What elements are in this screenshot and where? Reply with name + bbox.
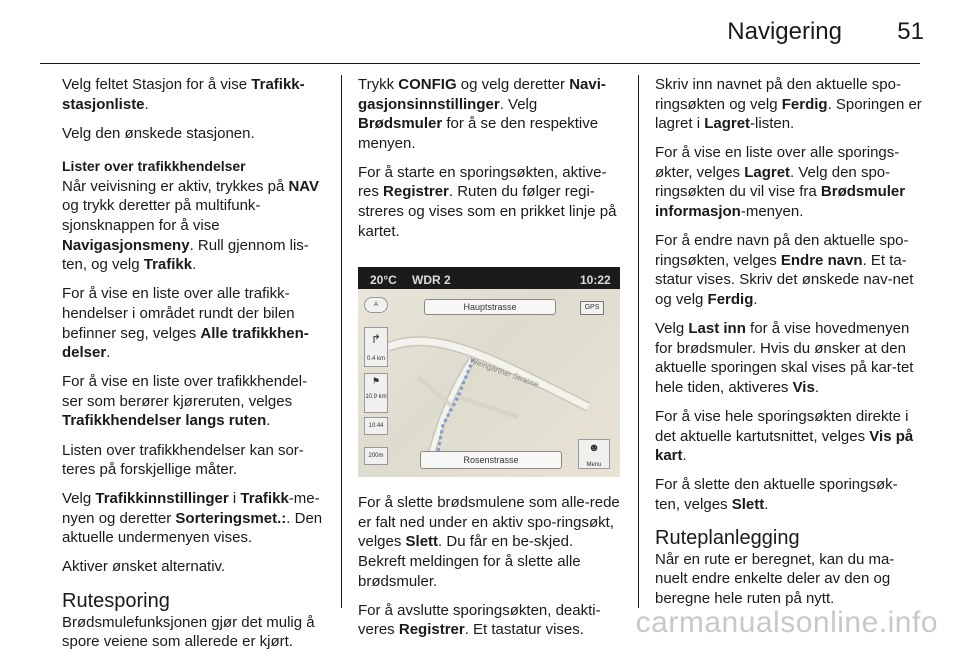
street-name-bottom: Rosenstrasse [420,451,562,469]
column-divider [638,75,639,608]
flag-icon: ⚑ [371,376,381,387]
page-header-title: Navigering [727,18,842,45]
navigation-screenshot [358,267,620,477]
paragraph: For å slette den aktuelle sporingsøk-ten, velges Slett. [655,476,898,513]
info-sidebar [364,297,386,467]
paragraph: Velg den ønskede stasjonen. [62,124,255,142]
paragraph: Brødsmulefunksjonen gjør det mulig å spore veiene som allerede er kjørt. [62,613,315,651]
gps-indicator: GPS [580,301,604,315]
paragraph: Listen over trafikkhendelser kan sor-teres på forskjellige måter. [62,441,304,479]
column-3 [655,75,922,618]
paragraph: For å slette brødsmulene som alle-rede er falt ned under en aktiv spo-ringsøkt, velges Slett. Du får en be-skjed. Bekreft meldingen for å slette alle brødsmuler. [358,494,620,590]
temperature: 20°C [370,273,397,288]
header-divider [40,63,920,64]
remaining-distance: 10.9 km [365,394,387,401]
menu-button[interactable] [578,439,610,469]
column-1 [62,75,324,661]
column-2 [358,75,620,649]
page-number: 51 [897,18,924,45]
destination-info [364,373,388,413]
map-scale: 200m [364,447,388,465]
column-divider [341,75,342,608]
watermark: carmanualsonline.info [635,606,938,639]
radio-station: WDR 2 [412,273,451,288]
compass-icon[interactable]: A [364,297,388,313]
paragraph: Velg Trafikkinnstillinger i Trafikk-me-nyen og deretter Sorteringsmet.:. Den aktuelle undermenyen vises. [62,490,323,547]
paragraph: For å endre navn på den aktuelle spo-ringsøkten, velges Endre navn. Et ta-statur vises. Skriv det ønskede nav-net og velg Ferdig. [655,232,914,308]
paragraph: Lister over trafikkhendelser Når veivisning er aktiv, trykkes på NAV og trykk deretter på multifunk-sjonsknappen for å vise Navigasjonsmeny. Rull gjennom lis-ten, og velg Trafikk. [62,158,320,274]
paragraph: Aktiver ønsket alternativ. [62,558,226,576]
paragraph: Skriv inn navnet på den aktuelle spo-ringsøkten og velg Ferdig. Sporingen er lagret i Lagret-listen. [655,76,922,133]
person-icon: ☻ [588,442,600,455]
section-title: Lister over trafikkhendelser [62,158,246,175]
turn-arrow-icon: ↱ 0.4 km [364,327,388,367]
section-heading: Ruteplanlegging [655,526,800,549]
paragraph: For å starte en sporingsøkten, aktive-res Registrer. Ruten du følger regi-streres og vises som en prikket linje på kartet. [358,163,617,240]
paragraph: For å vise en liste over trafikkhendel-ser som berører kjøreruten, velges Trafikkhendelser langs ruten. [62,373,308,430]
paragraph: Velg feltet Stasjon for å vise Trafikk-stasjonliste. [62,76,305,113]
street-name-top: Hauptstrasse [424,299,556,315]
next-turn-distance: 0.4 km [366,356,385,363]
road-label: Weingärtner Strasse [468,356,541,390]
paragraph: Velg Last inn for å vise hovedmenyen for brødsmuler. Hvis du ønsker at den aktuelle sporingen skal vises på kar-tet hele tiden, aktiveres Vis. [655,320,914,396]
paragraph: Trykk CONFIG og velg deretter Navi-gasjonsinnstillinger. Velg Brødsmuler for å se den respektive menyen. [358,76,606,152]
paragraph: Når en rute er beregnet, kan du ma-nuelt endre enkelte deler av den og beregne hele ruten på nytt. [655,550,895,608]
paragraph: For å avslutte sporingsøkten, deakti-veres Registrer. Et tastatur vises. [358,601,601,639]
paragraph: For å vise en liste over alle sporings-økter, velges Lagret. Velg den spo-ringsøkten du vil vise fra Brødsmuler informasjon-menyen. [655,144,906,221]
menu-label: Menu [586,462,602,469]
paragraph: For å vise hele sporingsøkten direkte i det aktuelle kartutsnittet, velges Vis på kart. [655,407,914,465]
arrival-time: 10:44 [364,417,388,435]
paragraph: For å vise en liste over alle trafikk-hendelser i området rundt der bilen befinner seg, velges Alle trafikkhen-delser. [62,285,309,362]
clock: 10:22 [580,273,611,288]
status-bar [358,267,620,289]
section-heading: Rutesporing [62,589,170,612]
